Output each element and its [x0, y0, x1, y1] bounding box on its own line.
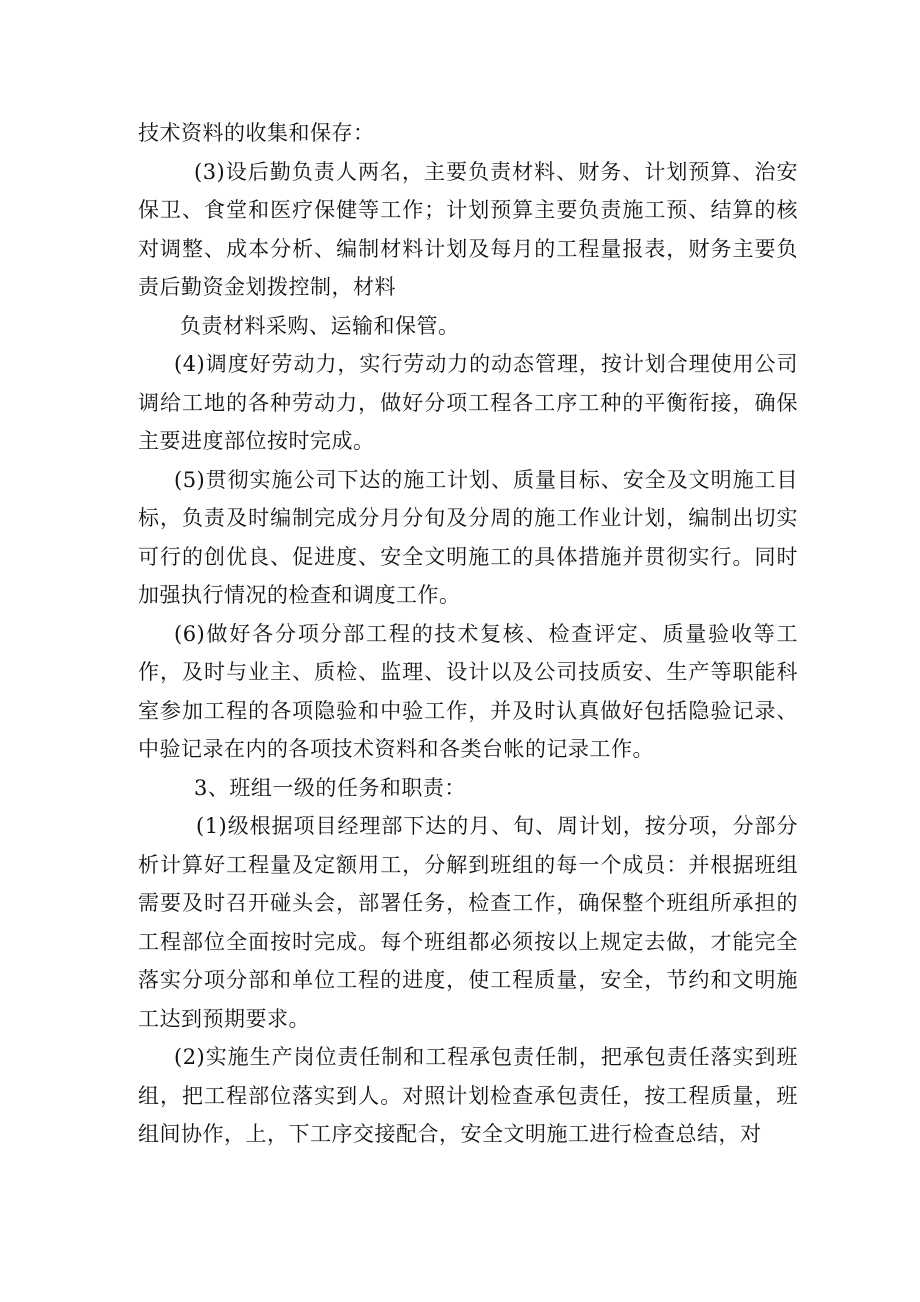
document-body: [138, 114, 798, 1154]
paragraph-item-2: (2)实施生产岗位责任制和工程承包责任制，把承包责任落实到班组，把工程部位落实到人。对照计划检查承包责任，按工程质量，班组间协作，上，下工序交接配合，安全文明施工进行检查总结，对: [138, 1045, 798, 1146]
paragraph-item-6: (6)做好各分项分部工程的技术复核、检查评定、质量验收等工作，及时与业主、质检、监理、设计以及公司技质安、生产等职能科室参加工程的各项隐验和中验工作，并及时认真做好包括隐验记录、中验记录在内的各项技术资料和各类台帐的记录工作。: [138, 621, 798, 761]
paragraph-item-1: (1)级根据项目经理部下达的月、旬、周计划，按分项，分部分析计算好工程量及定额用工，分解到班组的每一个成员：并根据班组需要及时召开碰头会，部署任务，检查工作，确保整个班组所承担的工程部位全面按时完成。每个班组都必须按以上规定去做，才能完全落实分项分部和单位工程的进度，使工程质量，安全，节约和文明施工达到预期要求。: [138, 814, 798, 1031]
paragraph-item-3: (3)设后勤负责人两名，主要负责材料、财务、计划预算、治安保卫、食堂和医疗保健等工作；计划预算主要负责施工预、结算的核对调整、成本分析、编制材料计划及每月的工程量报表，财务主要负责后勤资金划拨控制，材料: [138, 159, 798, 299]
paragraph-item-5: (5)贯彻实施公司下达的施工计划、质量目标、安全及文明施工目标，负责及时编制完成分月分旬及分周的施工作业计划，编制出切实可行的创优良、促进度、安全文明施工的具体措施并贯彻实行。同时加强执行情况的检查和调度工作。: [138, 467, 798, 607]
paragraph-item-4: (4)调度好劳动力，实行劳动力的动态管理，按计划合理使用公司调给工地的各种劳动力，做好分项工程各工序工种的平衡衔接，确保主要进度部位按时完成。: [138, 352, 798, 453]
section-heading-team-duties: 3、班组一级的任务和职责：: [194, 775, 466, 800]
paragraph-item-3-continued: 负责材料采购、运输和保管。: [180, 313, 460, 338]
paragraph-continuation: 技术资料的收集和保存：: [138, 121, 375, 145]
